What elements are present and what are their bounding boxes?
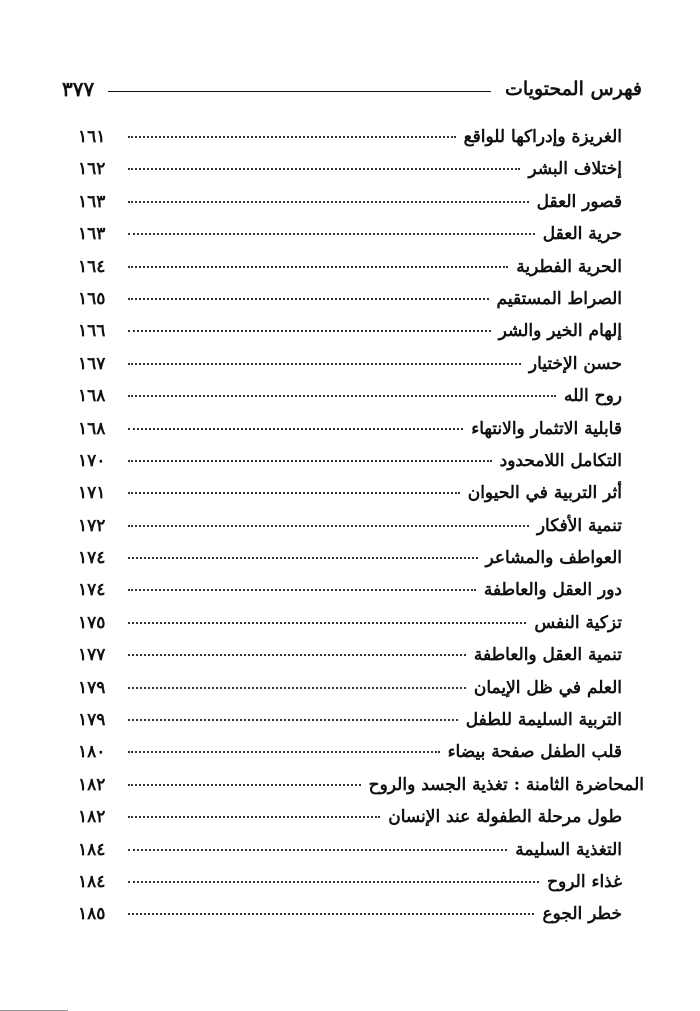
toc-entry-page: ١٦٤ — [78, 256, 106, 277]
dot-leader — [128, 589, 476, 591]
toc-entry — [78, 159, 622, 191]
toc-entry-title: حسن الإختيار — [528, 353, 622, 374]
dot-leader — [128, 395, 556, 397]
dot-leader — [128, 719, 458, 721]
toc-entry-title: أثر التربية في الحيوان — [467, 483, 622, 504]
dot-leader — [128, 913, 534, 915]
dot-leader — [128, 881, 539, 883]
toc-entry-page: ١٨٠ — [78, 742, 106, 763]
toc-entry-title: قابلية الاتثمار والانتهاء — [471, 418, 622, 439]
toc-entry-page: ١٦٣ — [78, 191, 106, 212]
toc-entry — [78, 807, 622, 839]
toc-entry — [78, 580, 622, 612]
toc-entry — [78, 904, 622, 936]
toc-entry — [78, 419, 622, 451]
dot-leader — [128, 654, 466, 656]
table-of-contents — [78, 127, 644, 937]
dot-leader — [128, 363, 521, 365]
toc-entry — [78, 840, 622, 872]
toc-entry-title: الحرية الفطرية — [516, 256, 622, 277]
dot-leader — [128, 460, 492, 462]
toc-entry — [78, 192, 622, 224]
toc-entry — [78, 678, 622, 710]
toc-chapter-entry — [78, 775, 644, 807]
dot-leader — [128, 622, 526, 624]
dot-leader — [128, 266, 508, 268]
toc-entry — [78, 645, 622, 677]
toc-entry — [78, 224, 622, 256]
toc-entry-page: ١٧٥ — [78, 612, 106, 633]
toc-entry-page: ١٦٣ — [78, 224, 106, 245]
toc-entry-title: طول مرحلة الطفولة عند الإنسان — [388, 807, 622, 828]
toc-entry — [78, 127, 622, 159]
toc-entry-page: ١٦٦ — [78, 321, 106, 342]
toc-entry — [78, 321, 622, 353]
dot-leader — [128, 849, 507, 851]
toc-entry-title: التغذية السليمة — [515, 839, 622, 860]
toc-entry-page: ١٧٤ — [78, 580, 106, 601]
dot-leader — [128, 136, 456, 138]
toc-entry-page: ١٧٠ — [78, 450, 106, 471]
page-number: ٣٧٧ — [62, 77, 95, 101]
toc-entry-page: ١٦٥ — [78, 288, 106, 309]
toc-entry-page: ١٧٩ — [78, 677, 106, 698]
toc-entry-title: التربية السليمة للطفل — [465, 710, 622, 731]
toc-entry — [78, 710, 622, 742]
dot-leader — [128, 330, 491, 332]
dot-leader — [128, 233, 535, 235]
dot-leader — [128, 525, 529, 527]
toc-entry-title: خطر الجوع — [542, 904, 622, 925]
toc-entry — [78, 742, 622, 774]
toc-entry-title: إلهام الخير والشر — [498, 321, 622, 342]
dot-leader — [128, 428, 463, 430]
toc-entry — [78, 451, 622, 483]
toc-entry-title: غذاء الروح — [547, 871, 622, 892]
toc-entry-title: دور العقل والعاطفة — [483, 580, 622, 601]
toc-entry-title: تنمية الأفكار — [536, 515, 622, 536]
toc-entry — [78, 548, 622, 580]
toc-entry-page: ١٧١ — [78, 483, 106, 504]
toc-entry — [78, 516, 622, 548]
toc-entry-page: ١٧٧ — [78, 645, 106, 666]
dot-leader — [128, 751, 440, 753]
toc-entry-page: ١٦٧ — [78, 353, 106, 374]
toc-entry — [78, 257, 622, 289]
toc-entry-title: قصور العقل — [536, 191, 622, 212]
toc-entry — [78, 354, 622, 386]
toc-entry-title: التكامل اللامحدود — [499, 450, 622, 471]
toc-entry-title: حرية العقل — [542, 224, 622, 245]
toc-entry-title: إختلاف البشر — [528, 159, 622, 180]
toc-entry-title: روح الله — [564, 386, 622, 407]
dot-leader — [128, 816, 380, 818]
toc-entry-title: العواطف والمشاعر — [485, 548, 622, 569]
toc-entry — [78, 872, 622, 904]
dot-leader — [128, 168, 520, 170]
toc-entry — [78, 289, 622, 321]
toc-entry-title: تنمية العقل والعاطفة — [473, 645, 622, 666]
toc-entry-page: ١٦٨ — [78, 386, 106, 407]
toc-entry-page: ١٨٥ — [78, 904, 106, 925]
toc-entry-title: الغريزة وإدراكها للواقع — [463, 127, 622, 147]
toc-entry-page: ١٨٤ — [78, 871, 106, 892]
toc-entry-title: تزكية النفس — [534, 612, 622, 633]
toc-entry — [78, 386, 622, 418]
toc-entry-page: ١٦١ — [78, 127, 106, 147]
toc-entry-page: ١٧٩ — [78, 710, 106, 731]
toc-entry-page: ١٧٤ — [78, 548, 106, 569]
toc-entry-title: قلب الطفل صفحة بيضاء — [447, 742, 622, 763]
toc-entry-page: ١٧٢ — [78, 515, 106, 536]
toc-entry-title: العلم في ظل الإيمان — [473, 677, 622, 698]
dot-leader — [128, 201, 529, 203]
toc-entry — [78, 483, 622, 515]
toc-entry-title: المحاضرة الثامنة : تغذية الجسد والروح — [368, 774, 644, 795]
toc-entry-page: ١٨٢ — [78, 807, 106, 828]
toc-entry-page: ١٦٨ — [78, 418, 106, 439]
page-header — [62, 74, 642, 104]
dot-leader — [128, 784, 361, 786]
toc-entry — [78, 613, 622, 645]
toc-entry-page: ١٨٢ — [78, 774, 106, 795]
toc-entry-title: الصراط المستقيم — [496, 288, 622, 309]
header-rule — [108, 91, 491, 92]
running-title: فهرس المحتويات — [505, 78, 642, 100]
dot-leader — [128, 492, 460, 494]
toc-entry-page: ١٨٤ — [78, 839, 106, 860]
dot-leader — [128, 298, 489, 300]
dot-leader — [128, 557, 478, 559]
toc-entry-page: ١٦٢ — [78, 159, 106, 180]
dot-leader — [128, 687, 466, 689]
